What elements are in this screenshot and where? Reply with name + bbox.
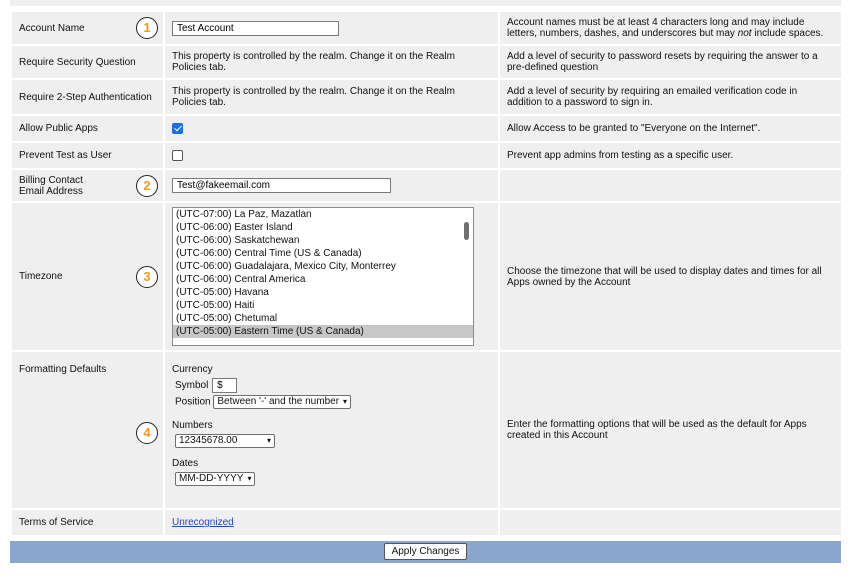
billing-email-label: Billing Contact Email Address (11, 169, 164, 202)
chevron-down-icon: ▾ (247, 474, 252, 483)
timezone-option[interactable]: (UTC-05:00) Havana (176, 287, 269, 298)
step-badge-2: 2 (136, 175, 158, 197)
security-question-value: This property is controlled by the realm. Change it on the Realm Policies tab. (164, 45, 499, 79)
terms-label: Terms of Service (11, 509, 164, 536)
apply-changes-button[interactable]: Apply Changes (384, 543, 468, 560)
chevron-down-icon: ▾ (266, 436, 271, 445)
step-badge-4: 4 (136, 422, 158, 444)
symbol-label: Symbol (175, 380, 209, 391)
row-two-step (11, 79, 842, 115)
row-test-as-user (11, 142, 842, 169)
billing-email-input[interactable] (172, 178, 391, 193)
dates-format-select[interactable]: MM-DD-YYYY ▾ (175, 472, 255, 486)
step-badge-1: 1 (136, 17, 158, 39)
billing-email-help (499, 169, 842, 202)
row-terms (11, 509, 842, 536)
account-name-input[interactable] (172, 21, 339, 36)
timezone-label: Timezone (11, 202, 164, 351)
timezone-option[interactable]: (UTC-05:00) Eastern Time (US & Canada) (173, 325, 473, 338)
row-timezone (11, 202, 842, 351)
timezone-option[interactable]: (UTC-05:00) Chetumal (176, 313, 278, 324)
test-as-user-label: Prevent Test as User (11, 142, 164, 169)
timezone-option[interactable]: (UTC-06:00) Saskatchewan (176, 235, 300, 246)
currency-position-select[interactable]: Between '-' and the number ▾ (213, 395, 351, 409)
formatting-label: Formatting Defaults (11, 351, 164, 509)
public-apps-checkbox[interactable] (172, 123, 183, 134)
test-as-user-checkbox[interactable] (172, 150, 183, 161)
row-billing-email (11, 169, 842, 202)
timezone-option[interactable]: (UTC-06:00) Central Time (US & Canada) (176, 248, 362, 259)
chevron-down-icon: ▾ (343, 397, 348, 406)
security-question-label: Require Security Question (11, 45, 164, 79)
dates-heading: Dates (172, 458, 199, 469)
row-security-question (11, 45, 842, 79)
two-step-label: Require 2-Step Authentication (11, 79, 164, 115)
timezone-option[interactable]: (UTC-06:00) Guadalajara, Mexico City, Monterrey (176, 261, 396, 272)
row-account-name (11, 11, 842, 45)
timezone-option[interactable]: (UTC-06:00) Central America (176, 274, 306, 285)
row-formatting (11, 351, 842, 509)
timezone-help: Choose the timezone that will be used to display dates and times for all Apps owned by the Account (499, 202, 842, 351)
terms-link[interactable]: Unrecognized (172, 517, 234, 528)
terms-help (499, 509, 842, 536)
numbers-heading: Numbers (172, 420, 213, 431)
footer-bar (10, 541, 841, 563)
numbers-format-select[interactable]: 12345678.00 ▾ (175, 434, 275, 448)
timezone-option[interactable]: (UTC-07:00) La Paz, Mazatlan (176, 209, 312, 220)
timezone-listbox[interactable] (172, 207, 474, 346)
two-step-help: Add a level of security by requiring an emailed verification code in addition to a password to sign in. (499, 79, 842, 115)
currency-symbol-input[interactable] (212, 378, 237, 393)
account-name-help: Account names must be at least 4 characters long and may include letters, numbers, dashes, and underscores but may not include spaces. (499, 11, 842, 45)
table-top-edge (10, 0, 841, 6)
public-apps-label: Allow Public Apps (11, 115, 164, 142)
security-question-help: Add a level of security to password resets by requiring the answer to a pre-defined question (499, 45, 842, 79)
test-as-user-help: Prevent app admins from testing as a specific user. (499, 142, 842, 169)
account-name-label: Account Name (11, 11, 164, 45)
timezone-scrollbar[interactable] (464, 222, 469, 240)
position-label: Position (175, 396, 211, 408)
public-apps-help: Allow Access to be granted to "Everyone on the Internet". (499, 115, 842, 142)
two-step-value: This property is controlled by the realm. Change it on the Realm Policies tab. (164, 79, 499, 115)
step-badge-3: 3 (136, 266, 158, 288)
timezone-option[interactable]: (UTC-05:00) Haiti (176, 300, 255, 311)
account-settings-table (10, 10, 843, 537)
currency-heading: Currency (172, 364, 213, 375)
formatting-help: Enter the formatting options that will be used as the default for Apps created in this Account (499, 351, 842, 509)
timezone-option[interactable]: (UTC-06:00) Easter Island (176, 222, 293, 233)
row-public-apps (11, 115, 842, 142)
